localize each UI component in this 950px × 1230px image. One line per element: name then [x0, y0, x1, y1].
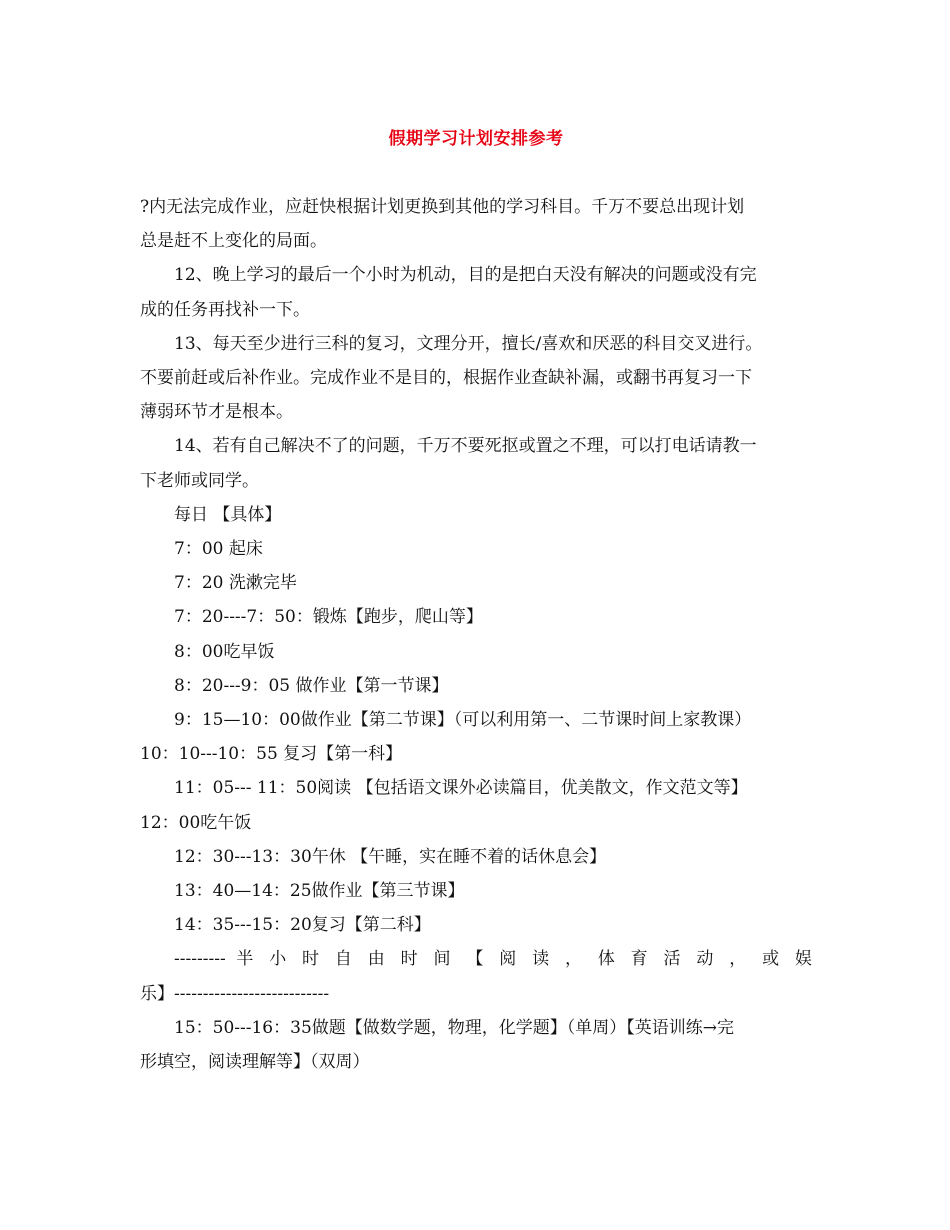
schedule-item: 15：50---16：35做题【做数学题，物理，化学题】（单周）【英语训练→完 — [174, 1017, 735, 1038]
text-line: 成的任务再找补一下。 — [140, 299, 310, 320]
text-line: 总是赶不上变化的局面。 — [140, 231, 327, 252]
schedule-item: 12：30---13：30午休 【午睡，实在睡不着的话休息会】 — [174, 846, 607, 867]
text-line: ?内无法完成作业，应赶快根据计划更换到其他的学习科目。千万不要总出现计划 — [140, 197, 745, 217]
schedule-item: 13：40—14：25做作业【第三节课】 — [174, 881, 465, 902]
schedule-heading: 每日 【具体】 — [174, 504, 282, 525]
text-line: 14、若有自己解决不了的问题，千万不要死抠或置之不理，可以打电话请教一 — [174, 436, 757, 457]
schedule-item: 8：00吃早饭 — [174, 641, 275, 662]
document-body — [140, 190, 812, 1079]
schedule-item: 7：20 洗漱完毕 — [174, 573, 297, 594]
text-line: 薄弱环节才是根本。 — [140, 402, 293, 423]
schedule-item: 10：10---10：55 复习【第一科】 — [140, 744, 403, 765]
schedule-item: 8：20---9：05 做作业【第一节课】 — [174, 675, 449, 696]
free-time-line: --------- 半 小 时 自 由 时 间 【 阅 读 ， 体 育 活 动 ， 或 娱 — [174, 949, 812, 970]
text-line: 不要前赶或后补作业。完成作业不是目的，根据作业查缺补漏，或翻书再复习一下 — [140, 368, 752, 389]
text-line: 13、每天至少进行三科的复习，文理分开，擅长/喜欢和厌恶的科目交叉进行。 — [174, 333, 763, 354]
free-time-line: 乐】--------------------------- — [140, 983, 330, 1004]
schedule-item: 12：00吃午饭 — [140, 812, 252, 833]
schedule-item: 7：00 起床 — [174, 539, 263, 560]
schedule-item: 11：05--- 11：50阅读 【包括语文课外必读篇目，优美散文，作文范文等】 — [174, 778, 748, 799]
document-title: 假期学习计划安排参考 — [388, 129, 564, 149]
schedule-item: 14：35---15：20复习【第二科】 — [174, 915, 431, 936]
schedule-item: 7：20----7：50：锻炼【跑步，爬山等】 — [174, 607, 483, 628]
text-line: 下老师或同学。 — [140, 470, 259, 491]
text-line: 12、晚上学习的最后一个小时为机动，目的是把白天没有解决的问题或没有完 — [174, 265, 757, 286]
schedule-item: 形填空，阅读理解等】（双周） — [140, 1052, 370, 1073]
schedule-item: 9：15—10：00做作业【第二节课】（可以利用第一、二节课时间上家教课） — [174, 710, 752, 731]
